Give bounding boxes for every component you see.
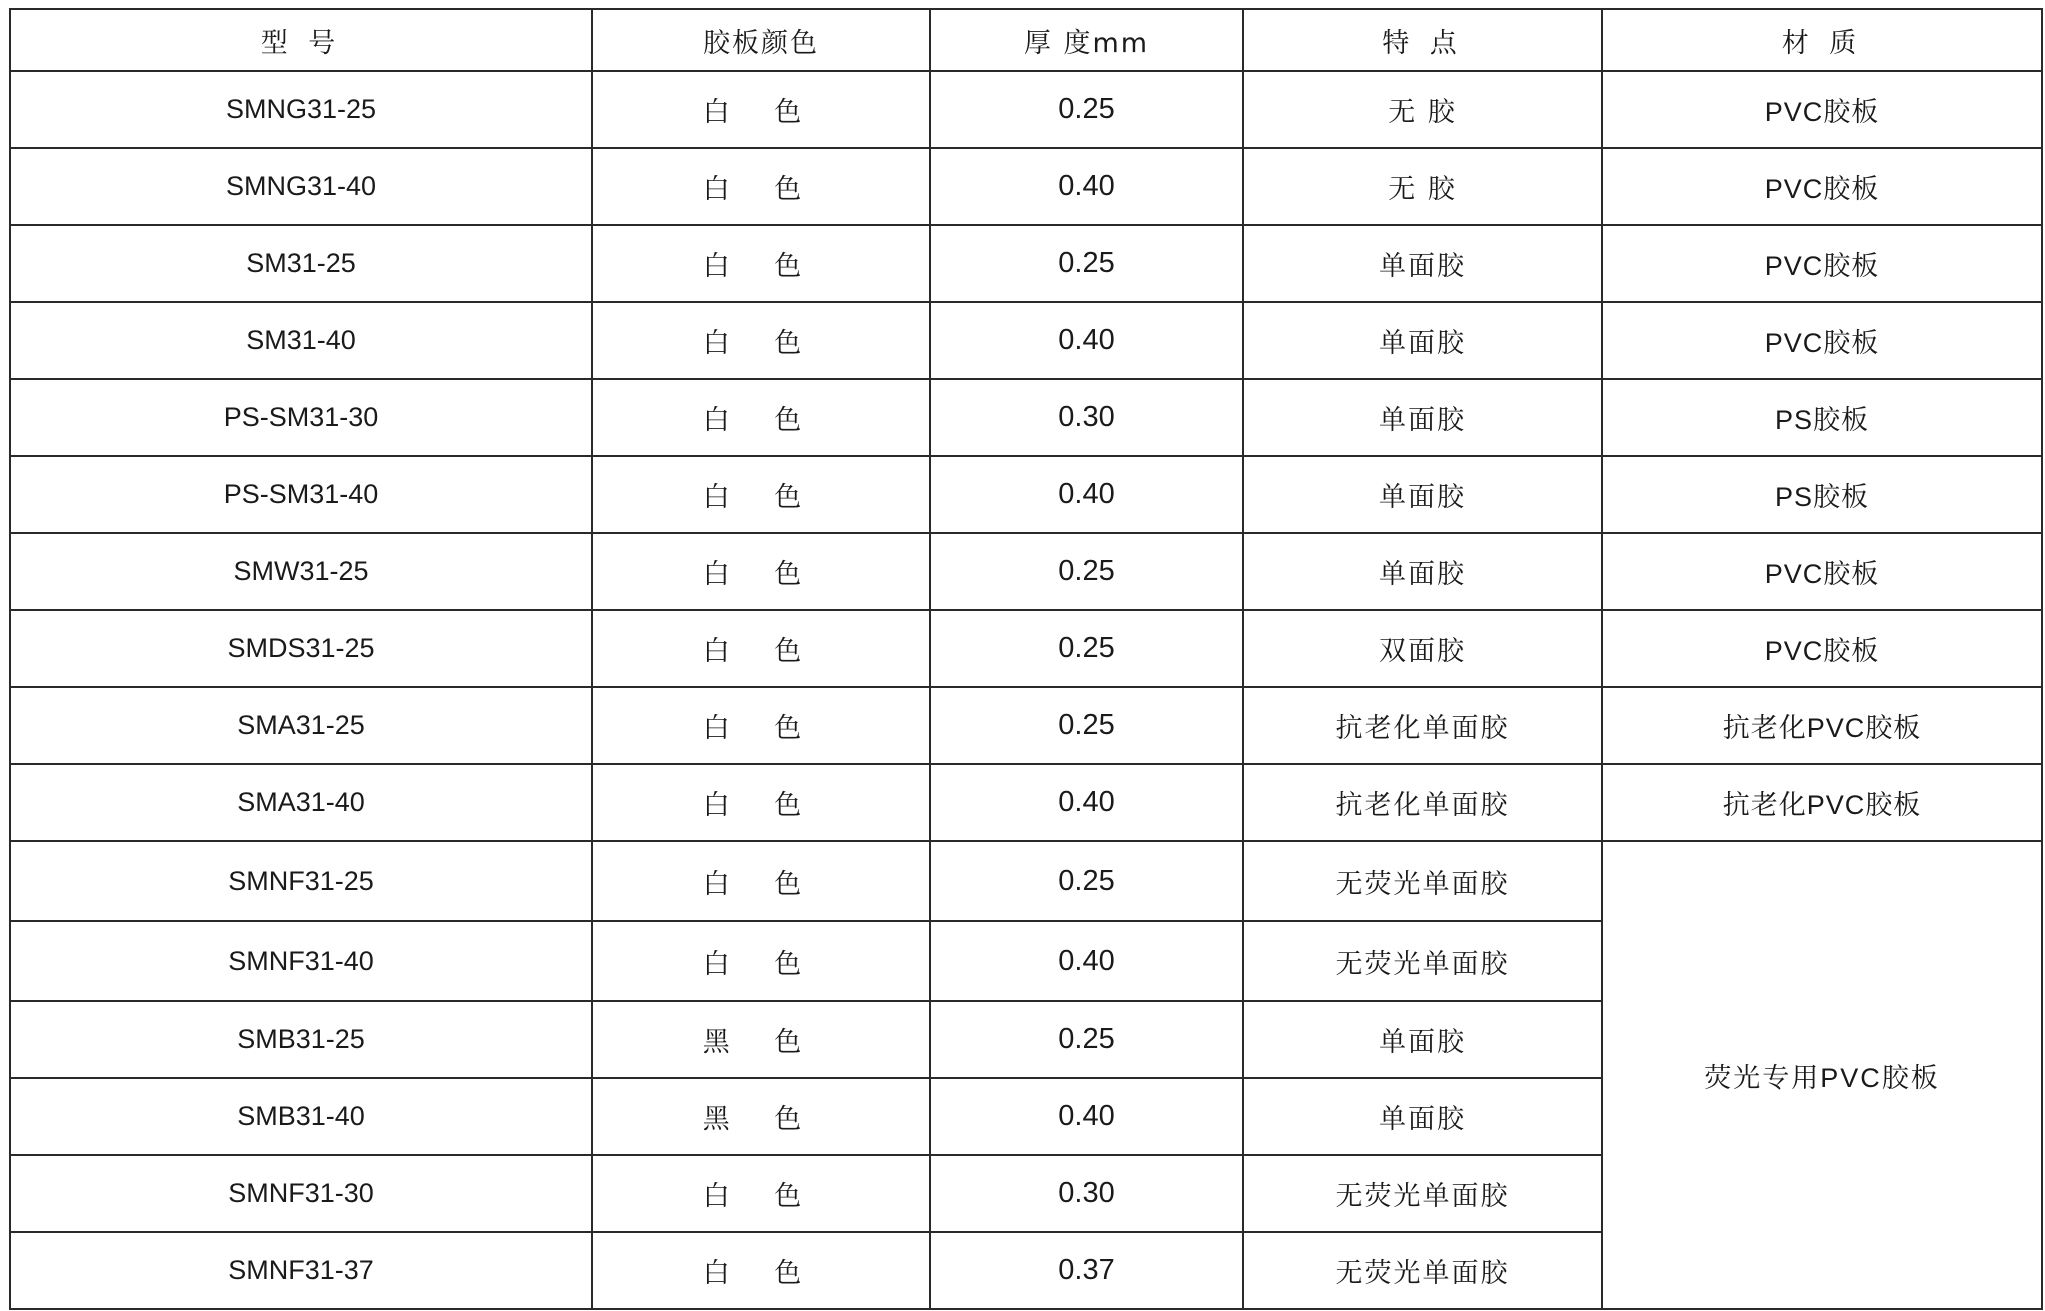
feature-cell: 单面胶 (1243, 379, 1602, 456)
color-cell: 白 色 (592, 1232, 930, 1309)
material-cell: PVC胶板 (1602, 71, 2042, 148)
feature-cell: 单面胶 (1243, 1078, 1602, 1155)
table-row (10, 71, 2042, 148)
model-cell: SMNF31-40 (10, 921, 592, 1001)
color-cell: 白 色 (592, 687, 930, 764)
table-row (10, 610, 2042, 687)
table-row (10, 456, 2042, 533)
thickness-cell: 0.37 (930, 1232, 1243, 1309)
model-cell: SMNG31-25 (10, 71, 592, 148)
material-cell: PVC胶板 (1602, 533, 2042, 610)
feature-cell: 无 胶 (1243, 71, 1602, 148)
thickness-cell: 0.25 (930, 841, 1243, 921)
header-color: 胶板颜色 (592, 9, 930, 71)
thickness-cell: 0.40 (930, 302, 1243, 379)
color-cell: 白 色 (592, 921, 930, 1001)
thickness-cell: 0.40 (930, 921, 1243, 1001)
header-thickness: 厚 度mm (930, 9, 1243, 71)
table-row (10, 225, 2042, 302)
header-model: 型 号 (10, 9, 592, 71)
color-cell: 黑 色 (592, 1078, 930, 1155)
color-cell: 白 色 (592, 610, 930, 687)
model-cell: SM31-25 (10, 225, 592, 302)
material-cell: PVC胶板 (1602, 302, 2042, 379)
material-cell: 抗老化PVC胶板 (1602, 687, 2042, 764)
product-spec-table-container (9, 8, 2043, 1310)
model-cell: SMB31-25 (10, 1001, 592, 1078)
material-cell: PS胶板 (1602, 456, 2042, 533)
model-cell: SMA31-40 (10, 764, 592, 841)
feature-cell: 单面胶 (1243, 225, 1602, 302)
table-row (10, 687, 2042, 764)
feature-cell: 双面胶 (1243, 610, 1602, 687)
material-cell: PVC胶板 (1602, 225, 2042, 302)
color-cell: 白 色 (592, 302, 930, 379)
table-row (10, 302, 2042, 379)
thickness-cell: 0.25 (930, 533, 1243, 610)
thickness-cell: 0.25 (930, 71, 1243, 148)
header-material: 材 质 (1602, 9, 2042, 71)
feature-cell: 单面胶 (1243, 1001, 1602, 1078)
table-row (10, 533, 2042, 610)
color-cell: 白 色 (592, 764, 930, 841)
thickness-cell: 0.40 (930, 148, 1243, 225)
thickness-cell: 0.25 (930, 1001, 1243, 1078)
model-cell: SMNF31-37 (10, 1232, 592, 1309)
product-spec-table (9, 8, 2043, 1310)
model-cell: SMNG31-40 (10, 148, 592, 225)
header-feature: 特 点 (1243, 9, 1602, 71)
material-cell: PS胶板 (1602, 379, 2042, 456)
feature-cell: 无 胶 (1243, 148, 1602, 225)
color-cell: 白 色 (592, 841, 930, 921)
thickness-cell: 0.30 (930, 379, 1243, 456)
model-cell: SMDS31-25 (10, 610, 592, 687)
color-cell: 白 色 (592, 225, 930, 302)
color-cell: 白 色 (592, 148, 930, 225)
material-cell-merged: 荧光专用PVC胶板 (1602, 841, 2042, 1309)
thickness-cell: 0.25 (930, 687, 1243, 764)
thickness-cell: 0.40 (930, 764, 1243, 841)
feature-cell: 无荧光单面胶 (1243, 841, 1602, 921)
table-row (10, 764, 2042, 841)
model-cell: SMB31-40 (10, 1078, 592, 1155)
model-cell: PS-SM31-30 (10, 379, 592, 456)
material-cell: 抗老化PVC胶板 (1602, 764, 2042, 841)
color-cell: 白 色 (592, 1155, 930, 1232)
color-cell: 白 色 (592, 379, 930, 456)
thickness-cell: 0.30 (930, 1155, 1243, 1232)
table-row (10, 841, 2042, 921)
feature-cell: 抗老化单面胶 (1243, 687, 1602, 764)
feature-cell: 抗老化单面胶 (1243, 764, 1602, 841)
color-cell: 白 色 (592, 71, 930, 148)
thickness-cell: 0.25 (930, 610, 1243, 687)
material-cell: PVC胶板 (1602, 610, 2042, 687)
feature-cell: 单面胶 (1243, 533, 1602, 610)
table-row (10, 148, 2042, 225)
model-cell: SMNF31-30 (10, 1155, 592, 1232)
model-cell: SMA31-25 (10, 687, 592, 764)
feature-cell: 单面胶 (1243, 302, 1602, 379)
model-cell: SM31-40 (10, 302, 592, 379)
header-row (10, 9, 2042, 71)
table-row (10, 379, 2042, 456)
thickness-cell: 0.25 (930, 225, 1243, 302)
feature-cell: 无荧光单面胶 (1243, 1232, 1602, 1309)
feature-cell: 无荧光单面胶 (1243, 921, 1602, 1001)
color-cell: 白 色 (592, 456, 930, 533)
material-cell: PVC胶板 (1602, 148, 2042, 225)
thickness-cell: 0.40 (930, 456, 1243, 533)
feature-cell: 无荧光单面胶 (1243, 1155, 1602, 1232)
color-cell: 白 色 (592, 533, 930, 610)
feature-cell: 单面胶 (1243, 456, 1602, 533)
model-cell: SMNF31-25 (10, 841, 592, 921)
thickness-cell: 0.40 (930, 1078, 1243, 1155)
model-cell: SMW31-25 (10, 533, 592, 610)
color-cell: 黑 色 (592, 1001, 930, 1078)
model-cell: PS-SM31-40 (10, 456, 592, 533)
